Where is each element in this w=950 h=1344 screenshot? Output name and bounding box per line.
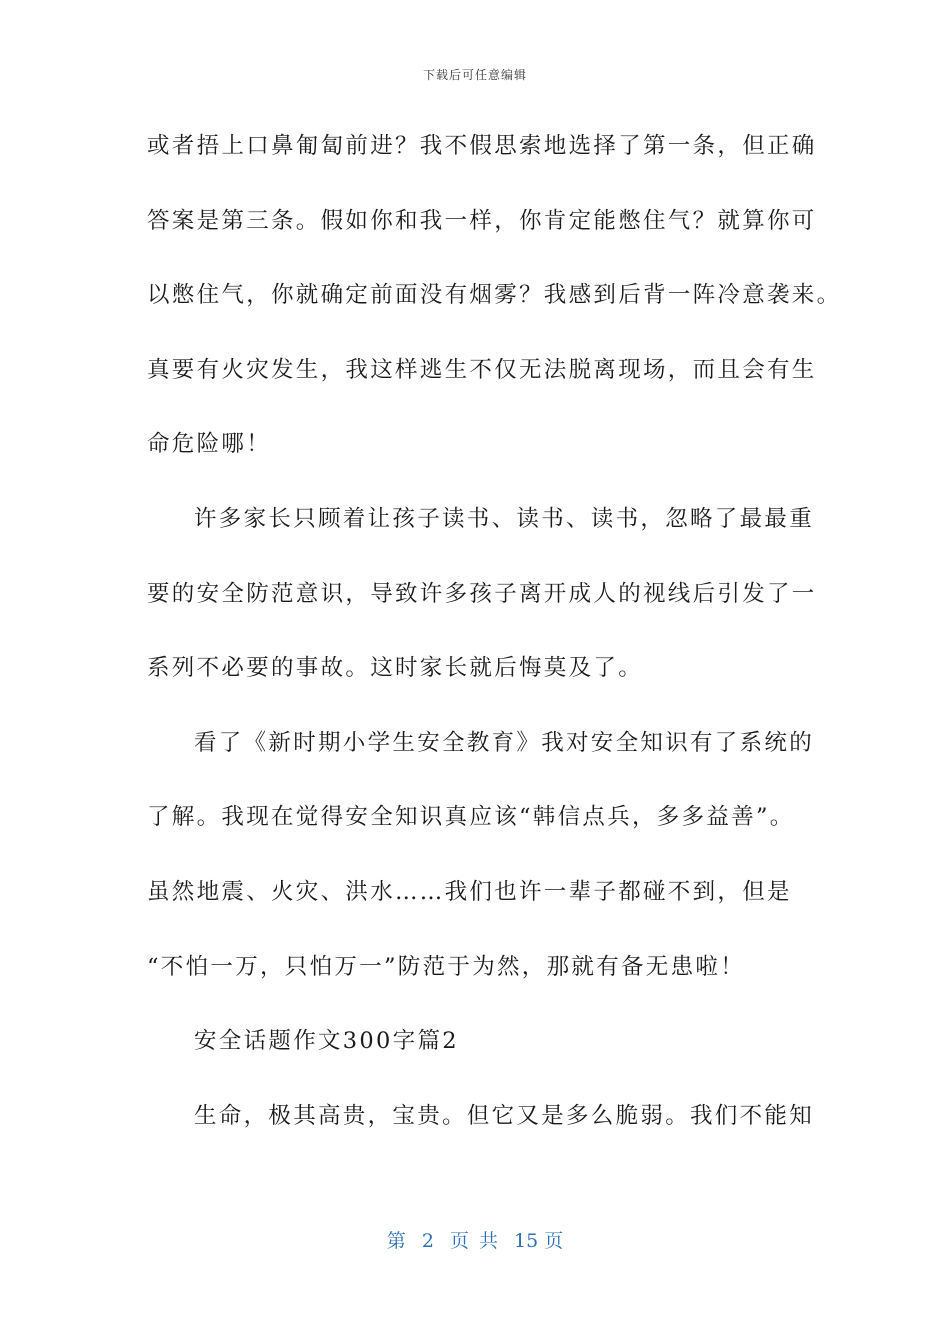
text-line-10: 了解。我现在觉得安全知识真应该“韩信点兵，多多益善”。 bbox=[147, 804, 795, 831]
page-footer bbox=[0, 1226, 950, 1253]
section-heading: 安全话题作文300字篇2 bbox=[194, 1028, 459, 1055]
text-line-2: 答案是第三条。假如你和我一样，你肯定能憋住气？就算你可 bbox=[147, 207, 817, 234]
text-line-3: 以憋住气，你就确定前面没有烟雾？我感到后背一阵冷意袭来。 bbox=[147, 282, 842, 309]
text-line-4: 真要有火灾发生，我这样逃生不仅无法脱离现场，而且会有生 bbox=[147, 356, 817, 383]
text-line-6: 许多家长只顾着让孩子读书、读书、读书，忽略了最最重 bbox=[194, 505, 815, 532]
text-line-5: 命危险哪！ bbox=[147, 431, 272, 458]
text-line-11: 虽然地震、火灾、洪水……我们也许一辈子都碰不到，但是 bbox=[147, 878, 792, 905]
text-line-1: 或者捂上口鼻匍匐前进？我不假思索地选择了第一条，但正确 bbox=[147, 133, 817, 159]
footer-middle: 页 共 bbox=[449, 1230, 498, 1252]
footer-total-pages: 15 bbox=[514, 1230, 539, 1252]
body-text bbox=[147, 124, 842, 1168]
text-line-9: 看了《新时期小学生安全教育》我对安全知识有了系统的 bbox=[194, 729, 815, 756]
page-header: 下载后可任意编辑 bbox=[422, 68, 527, 82]
text-line-14: 生命，极其高贵，宝贵。但它又是多么脆弱。我们不能知 bbox=[194, 1102, 815, 1129]
text-line-7: 要的安全防范意识，导致许多孩子离开成人的视线后引发了一 bbox=[147, 580, 817, 607]
footer-page-number: 2 bbox=[421, 1230, 434, 1252]
text-line-12: “不怕一万，只怕万一”防范于为然，那就有备无患啦！ bbox=[147, 953, 746, 980]
text-line-8: 系列不必要的事故。这时家长就后悔莫及了。 bbox=[147, 655, 644, 682]
footer-prefix: 第 bbox=[386, 1230, 406, 1252]
footer-suffix: 页 bbox=[544, 1230, 564, 1252]
